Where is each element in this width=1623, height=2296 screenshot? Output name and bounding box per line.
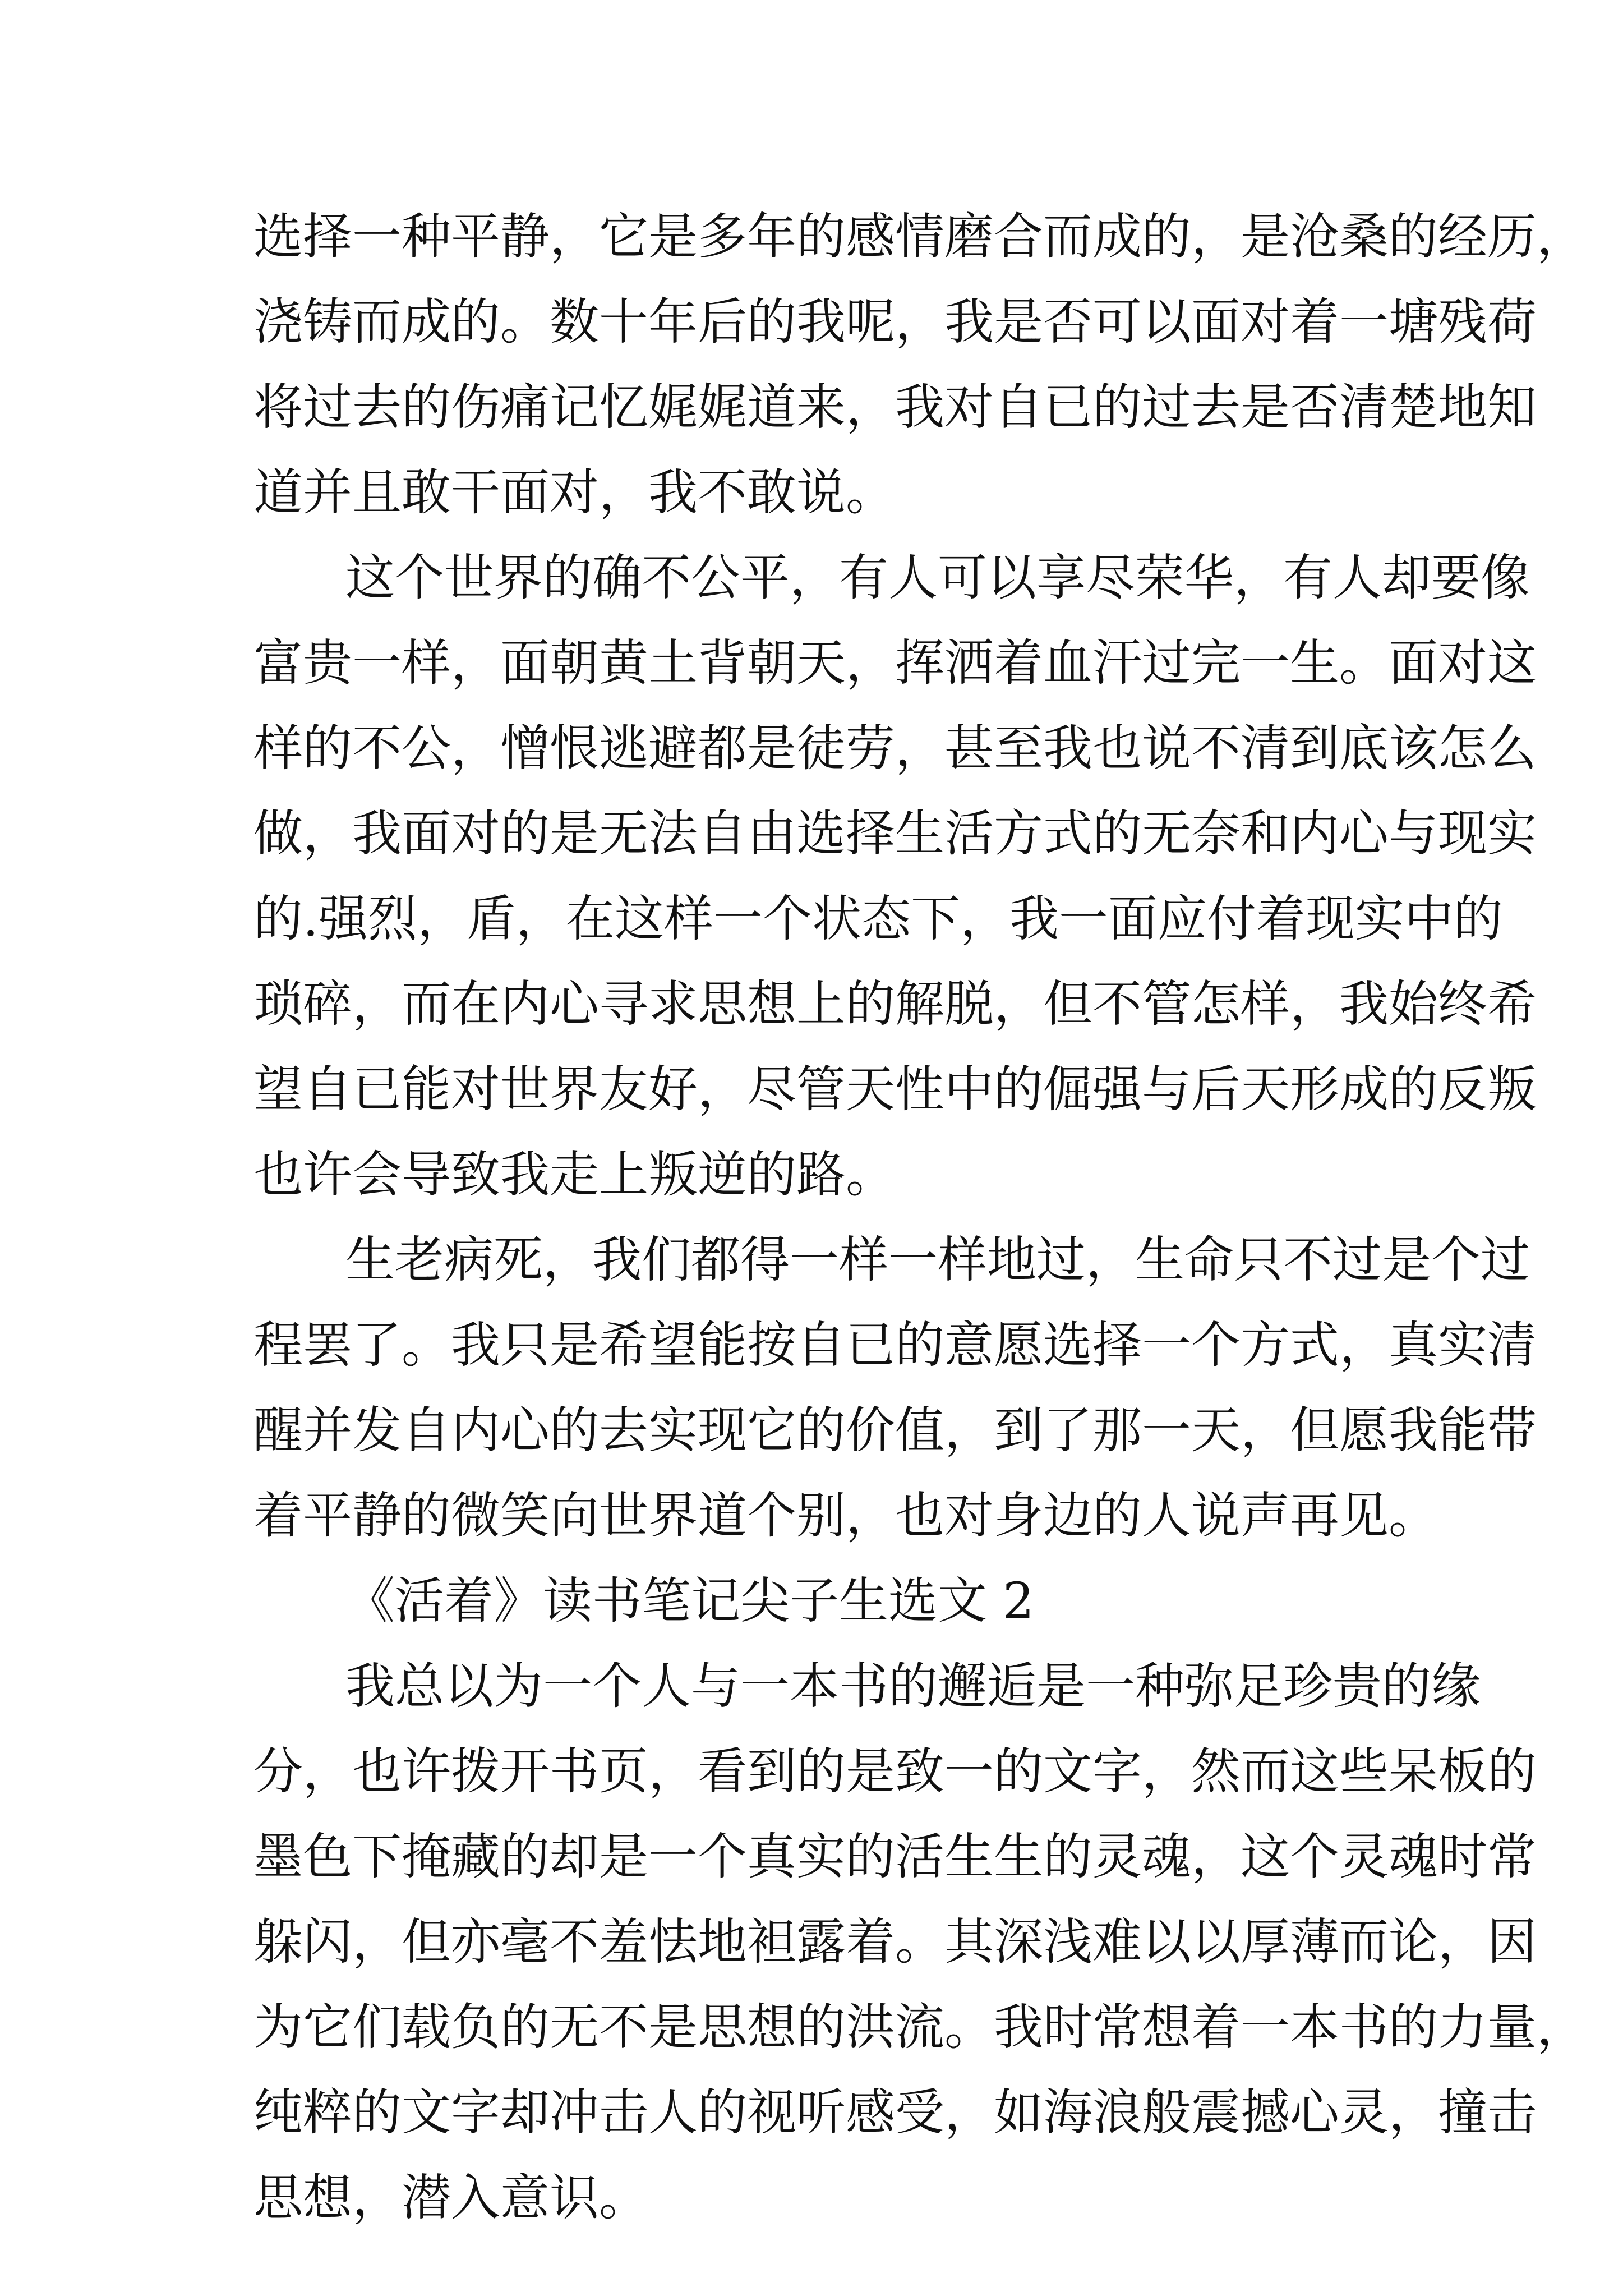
text-line: 醒并发自内心的去实现它的价值，到了那一天，但愿我能带 (253, 1401, 1537, 1459)
text-line: 浇铸而成的。数十年后的我呢，我是否可以面对着一塘残荷 (253, 293, 1537, 351)
text-line: 为它们载负的无不是思想的洪流。我时常想着一本书的力量， (253, 1998, 1587, 2056)
text-line: 这个世界的确不公平，有人可以享尽荣华，有人却要像 (345, 549, 1530, 606)
text-line: 将过去的伤痛记忆娓娓道来，我对自已的过去是否清楚地知 (253, 378, 1537, 436)
text-line: 思想，潜入意识。 (253, 2169, 649, 2226)
text-line: 的.强烈，盾，在这样一个状态下，我一面应付着现实中的 (253, 890, 1503, 947)
text-line: 道并且敢干面对，我不敢说。 (253, 463, 896, 521)
text-line: 富贵一样，面朝黄土背朝天，挥洒着血汗过完一生。面对这 (253, 634, 1537, 692)
text-line: 望自已能对世界友好，尽管天性中的倔强与后天形成的反叛 (253, 1060, 1537, 1118)
text-line: 着平静的微笑向世界道个别，也对身边的人说声再见。 (253, 1487, 1438, 1544)
text-line: 也许会导致我走上叛逆的路。 (253, 1145, 896, 1203)
text-line: 我总以为一个人与一本书的邂逅是一种弥足珍贵的缘 (345, 1657, 1481, 1715)
text-line: 样的不公，憎恨逃避都是徒劳，甚至我也说不清到底该怎么 (253, 719, 1537, 777)
text-line: 墨色下掩藏的却是一个真实的活生生的灵魂，这个灵魂时常 (253, 1828, 1537, 1885)
text-line: 躲闪，但亦毫不羞怯地袒露着。其深浅难以以厚薄而论，因 (253, 1913, 1537, 1971)
text-line: 生老病死，我们都得一样一样地过，生命只不过是个过 (345, 1231, 1530, 1289)
text-line: 纯粹的文字却冲击人的视听感受，如海浪般震撼心灵，撞击 (253, 2083, 1537, 2141)
text-line: 琐碎，而在内心寻求思想上的解脱，但不管怎样，我始终希 (253, 975, 1537, 1033)
body-text (253, 194, 1587, 2240)
text-line: 做，我面对的是无法自由选择生活方式的无奈和内心与现实 (253, 804, 1537, 862)
text-line: 程罢了。我只是希望能按自已的意愿选择一个方式，真实清 (253, 1316, 1537, 1374)
text-line: 分，也许拨开书页，看到的是致一的文字，然而这些呆板的 (253, 1742, 1537, 1800)
text-line: 选择一种平静，它是多年的感情磨合而成的，是沧桑的经历， (253, 208, 1587, 265)
text-line: 《活着》读书笔记尖子生选文 2 (345, 1572, 1034, 1630)
